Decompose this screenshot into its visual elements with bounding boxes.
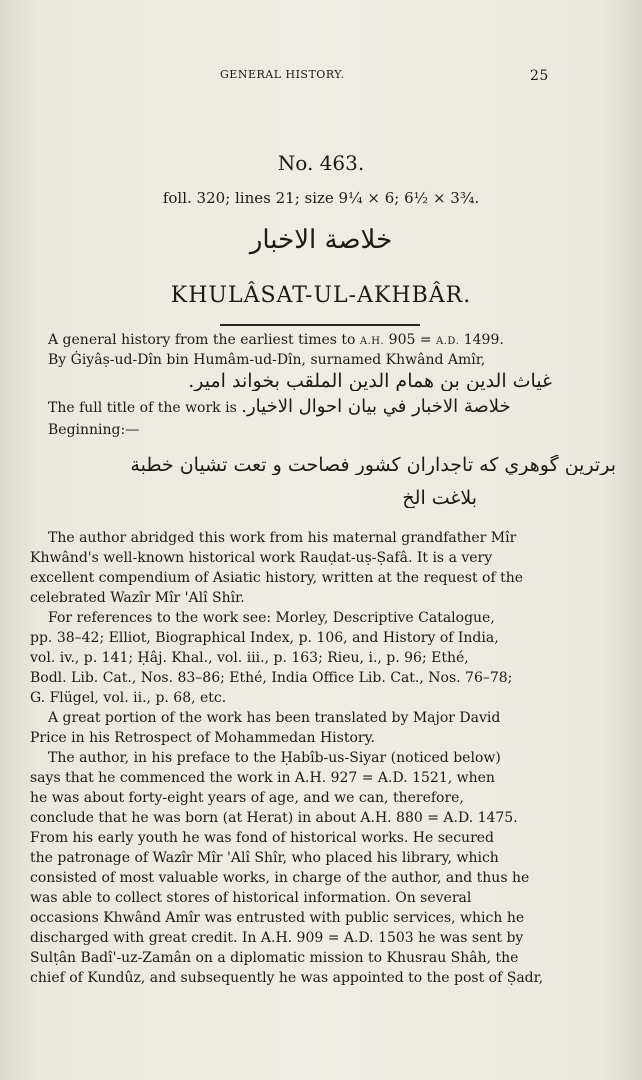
text-line: chief of Kundûz, and subsequently he was appointed to the post of Ṣadr, bbox=[30, 970, 544, 986]
intro-line: A general history from the earliest times to A.H. 905 = A.D. 1499. bbox=[48, 332, 504, 348]
text-line: excellent compendium of Asiatic history, written at the request of the bbox=[30, 570, 524, 586]
entry-specs: foll. 320; lines 21; size 9¼ × 6; 6½ × 3¾. bbox=[162, 189, 480, 207]
text-line: he was about forty-eight years of age, and we can, therefore, bbox=[30, 790, 464, 806]
text-line: Price in his Retrospect of Mohammedan History. bbox=[30, 730, 376, 746]
text-line: was able to collect stores of historical information. On several bbox=[30, 890, 472, 906]
entry-number: No. 463. bbox=[277, 151, 365, 175]
text-line: discharged with great credit. In A.H. 909 = A.D. 1503 he was sent by bbox=[30, 930, 524, 946]
author-line: By Ġiyâṣ-ud-Dîn bin Humâm-ud-Dîn, surnamed Khwând Amîr, bbox=[48, 352, 486, 368]
running-title: GENERAL HISTORY. bbox=[220, 68, 345, 81]
text-line: vol. iv., p. 141; Ḥâj. Khal., vol. iii., p. 163; Rieu, i., p. 96; Ethé, bbox=[30, 650, 469, 666]
text-line: says that he commenced the work in A.H. 927 = A.D. 1521, when bbox=[30, 770, 495, 786]
beginning-arabic-cont: بلاغت الخ bbox=[402, 488, 477, 508]
author-arabic: غياث الدين بن همام الدين الملقب بخواند امير. bbox=[188, 371, 552, 391]
text-line: Sulṭân Badî'-uz-Zamân on a diplomatic mission to Khusrau Shâh, the bbox=[30, 950, 519, 966]
beginning-label: Beginning:— bbox=[48, 422, 140, 438]
text-line: Bodl. Lib. Cat., Nos. 83–86; Ethé, India Office Lib. Cat., Nos. 76–78; bbox=[30, 670, 513, 686]
text-line: A great portion of the work has been translated by Major David bbox=[48, 710, 501, 726]
page-number: 25 bbox=[530, 68, 549, 84]
text-line: Khwând's well-known historical work Rauḍat-uṣ-Ṣafâ. It is a very bbox=[30, 550, 493, 566]
arabic-title: خلاصة الاخبار bbox=[249, 225, 393, 255]
text-line: conclude that he was born (at Herat) in about A.H. 880 = A.D. 1475. bbox=[30, 810, 518, 826]
full-title-line: The full title of the work is خلاصة الاخبار في بيان احوال الاخيار. bbox=[48, 397, 511, 417]
text-line: pp. 38–42; Elliot, Biographical Index, p. 106, and History of India, bbox=[30, 630, 499, 646]
text-line: consisted of most valuable works, in charge of the author, and thus he bbox=[30, 870, 530, 886]
text-line: For references to the work see: Morley, Descriptive Catalogue, bbox=[48, 610, 495, 626]
text-line: occasions Khwând Amîr was entrusted with public services, which he bbox=[30, 910, 525, 926]
text-line: From his early youth he was fond of historical works. He secured bbox=[30, 830, 495, 846]
full-title-arabic: خلاصة الاخبار في بيان احوال الاخيار. bbox=[241, 397, 511, 417]
work-title: KHULÂSAT-UL-AKHBÂR. bbox=[170, 283, 472, 308]
text-line: G. Flügel, vol. ii., p. 68, etc. bbox=[30, 690, 227, 706]
text-line: The author, in his preface to the Ḥabîb-us-Siyar (noticed below) bbox=[48, 750, 501, 766]
text-line: celebrated Wazîr Mîr 'Alî Shîr. bbox=[30, 590, 245, 606]
text-line: the patronage of Wazîr Mîr 'Alî Shîr, who placed his library, which bbox=[30, 850, 499, 866]
text-line: The author abridged this work from his maternal grandfather Mîr bbox=[48, 530, 517, 546]
beginning-arabic: برترين گوهري كه تاجداران كشور فصاحت و تعت تشيان خطبة bbox=[130, 455, 616, 475]
title-underline bbox=[220, 324, 420, 326]
